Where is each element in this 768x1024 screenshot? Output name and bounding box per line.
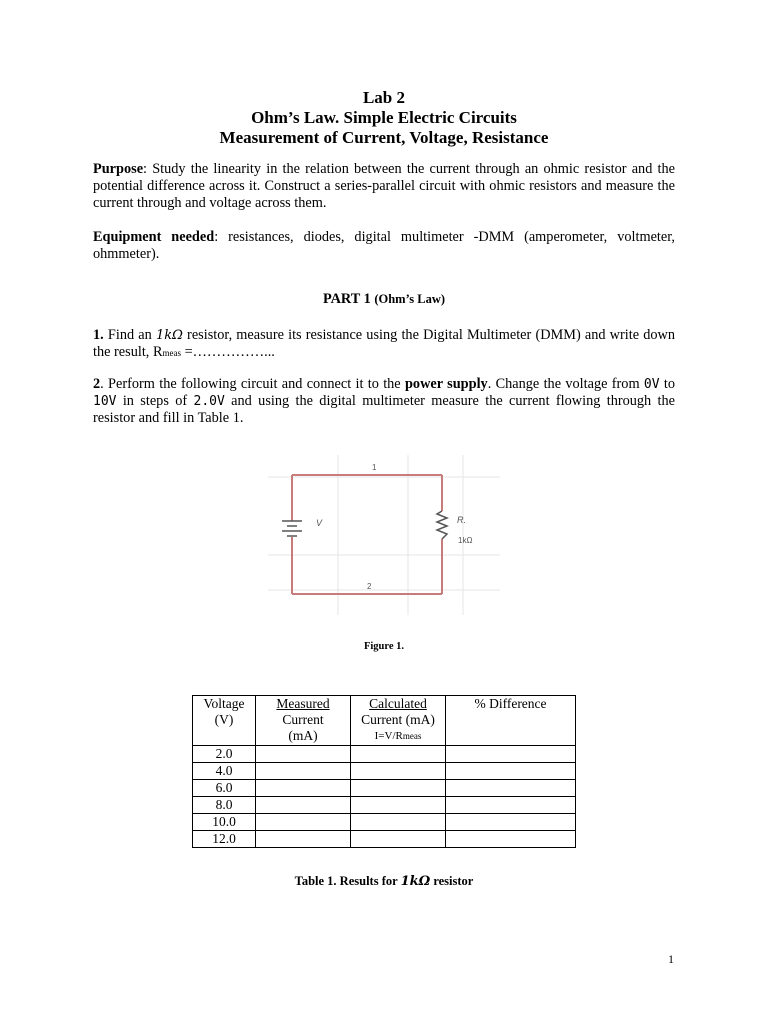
source-label: V bbox=[316, 518, 323, 528]
figure-caption: Figure 1. bbox=[363, 641, 405, 652]
title-line-3: Measurement of Current, Voltage, Resistance bbox=[219, 128, 549, 147]
header-measured-line2: Current bbox=[282, 712, 324, 727]
calculated-cell[interactable] bbox=[351, 780, 446, 797]
step2-text-c: to bbox=[659, 376, 675, 392]
title-line-2: Ohm’s Law. Simple Electric Circuits bbox=[251, 108, 517, 127]
header-voltage-line1: Voltage bbox=[203, 696, 245, 711]
difference-cell[interactable] bbox=[446, 814, 576, 831]
header-voltage-line2: (V) bbox=[214, 712, 234, 727]
table-caption-resistance: 1kΩ bbox=[400, 874, 431, 889]
purpose-label: Purpose bbox=[93, 161, 144, 177]
calculated-cell[interactable] bbox=[351, 797, 446, 814]
calculated-cell[interactable] bbox=[351, 763, 446, 780]
header-calculated-formula-main: I=V/R bbox=[374, 730, 403, 742]
measured-cell[interactable] bbox=[256, 797, 351, 814]
table-row bbox=[193, 797, 576, 814]
table-row bbox=[193, 780, 576, 797]
voltage-cell: 4.0 bbox=[193, 763, 256, 780]
step2-text-b: . Change the voltage from bbox=[487, 376, 644, 392]
header-difference-label: % Difference bbox=[474, 696, 547, 711]
step2-v0: 0V bbox=[643, 377, 660, 392]
circuit-wires bbox=[292, 475, 442, 594]
header-calculated-line1: Calculated bbox=[369, 696, 427, 711]
part1-subtitle: (Ohm’s Law) bbox=[374, 292, 446, 306]
step2-vstep: 2.0V bbox=[193, 394, 225, 409]
calculated-cell[interactable] bbox=[351, 831, 446, 848]
table-caption-a: Table 1. Results for bbox=[294, 874, 401, 888]
table-row bbox=[193, 814, 576, 831]
part1-heading bbox=[0, 291, 768, 308]
header-calculated-line2: Current (mA) bbox=[361, 712, 435, 727]
step2-v10: 10V bbox=[93, 394, 117, 409]
voltage-cell: 2.0 bbox=[193, 746, 256, 763]
measured-cell[interactable] bbox=[256, 746, 351, 763]
header-difference bbox=[446, 696, 576, 746]
measured-cell[interactable] bbox=[256, 780, 351, 797]
step2-paragraph bbox=[93, 376, 675, 427]
header-calculated-formula-sub: meas bbox=[402, 731, 422, 741]
header-calculated bbox=[351, 696, 446, 746]
resistor-icon bbox=[437, 511, 447, 539]
difference-cell[interactable] bbox=[446, 763, 576, 780]
equipment-label: Equipment needed bbox=[93, 229, 215, 245]
equipment-paragraph bbox=[93, 229, 675, 263]
voltage-cell: 6.0 bbox=[193, 780, 256, 797]
voltage-cell: 8.0 bbox=[193, 797, 256, 814]
header-measured-line1: Measured bbox=[276, 696, 330, 711]
resistor-label: R. bbox=[457, 515, 466, 525]
purpose-paragraph bbox=[93, 161, 675, 212]
page-number: 1 bbox=[668, 952, 674, 966]
node-label-bottom: 2 bbox=[367, 582, 372, 591]
header-voltage bbox=[193, 696, 256, 746]
difference-cell[interactable] bbox=[446, 831, 576, 848]
step1-text-b: resistor, measure its resistance using the Digital Multimeter (DMM) and write down the result, R bbox=[93, 327, 675, 360]
document-title bbox=[0, 88, 768, 148]
step1-sub: meas bbox=[162, 348, 181, 358]
header-measured bbox=[256, 696, 351, 746]
voltage-cell: 10.0 bbox=[193, 814, 256, 831]
voltage-cell: 12.0 bbox=[193, 831, 256, 848]
step1-resistance: 1kΩ bbox=[155, 328, 183, 343]
header-measured-line3: (mA) bbox=[288, 728, 318, 743]
part1-title: PART 1 bbox=[322, 291, 371, 307]
difference-cell[interactable] bbox=[446, 746, 576, 763]
table-row bbox=[193, 746, 576, 763]
step2-text-d: in steps of bbox=[116, 393, 194, 409]
measured-cell[interactable] bbox=[256, 814, 351, 831]
step1-text-c: =……………... bbox=[181, 344, 275, 360]
table-row bbox=[193, 831, 576, 848]
table-header-row bbox=[193, 696, 576, 746]
difference-cell[interactable] bbox=[446, 780, 576, 797]
purpose-text: : Study the linearity in the relation between the current through an ohmic resistor and the potential difference across it. Construct a series-parallel circuit with ohmic resistors and measure the current through and voltage across them. bbox=[93, 161, 675, 211]
battery-icon bbox=[282, 521, 302, 536]
header-calculated-formula bbox=[353, 728, 443, 744]
results-table bbox=[192, 695, 576, 848]
title-line-1: Lab 2 bbox=[362, 88, 406, 107]
measured-cell[interactable] bbox=[256, 831, 351, 848]
resistor-value: 1kΩ bbox=[458, 536, 473, 545]
equipment-text: : resistances, diodes, digital multimeter -DMM (amperometer, voltmeter, ohmmeter). bbox=[93, 229, 675, 262]
step2-bold: power supply bbox=[404, 376, 488, 392]
table-row bbox=[193, 763, 576, 780]
calculated-cell[interactable] bbox=[351, 746, 446, 763]
table-caption-b: resistor bbox=[430, 874, 474, 888]
measured-cell[interactable] bbox=[256, 763, 351, 780]
difference-cell[interactable] bbox=[446, 797, 576, 814]
step1-paragraph bbox=[93, 327, 675, 362]
table-caption bbox=[0, 874, 768, 889]
step1-number: 1. bbox=[93, 327, 104, 343]
figure-grid bbox=[268, 455, 500, 615]
calculated-cell[interactable] bbox=[351, 814, 446, 831]
step2-text-e: and using the digital multimeter measure the current flowing through the resistor and fill in Table 1. bbox=[93, 393, 676, 426]
step1-text-a: Find an bbox=[103, 327, 156, 343]
node-label-top: 1 bbox=[372, 463, 377, 472]
step2-text-a: . Perform the following circuit and connect it to the bbox=[100, 376, 405, 392]
step2-number: 2 bbox=[93, 376, 101, 392]
circuit-figure bbox=[268, 455, 500, 615]
